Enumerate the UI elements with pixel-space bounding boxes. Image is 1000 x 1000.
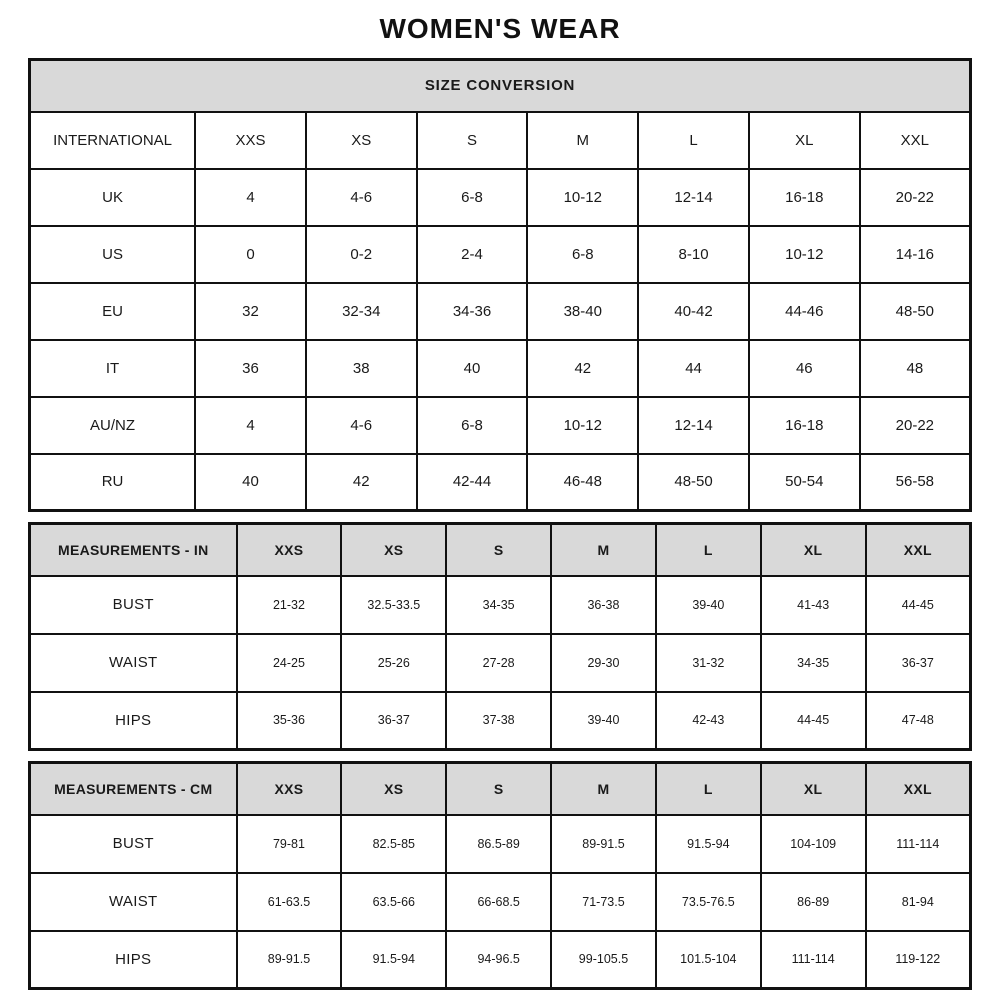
table-row-ru (30, 454, 971, 511)
row-label: BUST (30, 576, 237, 634)
column-header: XS (306, 112, 417, 169)
cell: 73.5-76.5 (656, 873, 761, 931)
row-label: RU (30, 454, 196, 511)
cell: 91.5-94 (656, 815, 761, 873)
spacer (0, 512, 1000, 522)
cell: 61-63.5 (237, 873, 342, 931)
cell: 20-22 (860, 397, 971, 454)
cell: 27-28 (446, 634, 551, 692)
table-row-bust-in (30, 576, 971, 634)
cell: 82.5-85 (341, 815, 446, 873)
cell: 2-4 (417, 226, 528, 283)
cell: 86.5-89 (446, 815, 551, 873)
cell: 10-12 (527, 169, 638, 226)
cell: 6-8 (417, 169, 528, 226)
spacer (0, 751, 1000, 761)
cell: 42 (306, 454, 417, 511)
column-header: XXS (237, 524, 342, 576)
row-label: IT (30, 340, 196, 397)
cell: 34-36 (417, 283, 528, 340)
cell: 44-45 (866, 576, 971, 634)
cell: 94-96.5 (446, 931, 551, 989)
cell: 0-2 (306, 226, 417, 283)
cell: 119-122 (866, 931, 971, 989)
cell: 48-50 (638, 454, 749, 511)
cell: 50-54 (749, 454, 860, 511)
table-title: MEASUREMENTS - IN (30, 524, 237, 576)
column-header: S (446, 763, 551, 815)
cell: 4 (195, 397, 306, 454)
column-header: XXS (237, 763, 342, 815)
cell: 12-14 (638, 169, 749, 226)
table-row-it (30, 340, 971, 397)
cell: 111-114 (866, 815, 971, 873)
cell: 44-46 (749, 283, 860, 340)
size-conversion-banner: SIZE CONVERSION (30, 60, 971, 112)
cell: 34-35 (761, 634, 866, 692)
cell: 46-48 (527, 454, 638, 511)
measurements-cm-table (28, 761, 972, 990)
cell: 4-6 (306, 397, 417, 454)
row-label: BUST (30, 815, 237, 873)
column-header: XXL (860, 112, 971, 169)
column-header: XXS (195, 112, 306, 169)
column-header: XXL (866, 763, 971, 815)
cell: 86-89 (761, 873, 866, 931)
cell: 44 (638, 340, 749, 397)
column-header: L (656, 524, 761, 576)
cell: 10-12 (527, 397, 638, 454)
column-header: XL (761, 524, 866, 576)
row-label: WAIST (30, 873, 237, 931)
cell: 0 (195, 226, 306, 283)
cell: 10-12 (749, 226, 860, 283)
cell: 6-8 (527, 226, 638, 283)
cell: 47-48 (866, 692, 971, 750)
cell: 4 (195, 169, 306, 226)
cell: 81-94 (866, 873, 971, 931)
cell: 89-91.5 (237, 931, 342, 989)
table-row-eu (30, 283, 971, 340)
cell: 42-43 (656, 692, 761, 750)
table-row-waist-in (30, 634, 971, 692)
cell: 8-10 (638, 226, 749, 283)
table-banner-row (30, 60, 971, 112)
cell: 79-81 (237, 815, 342, 873)
measurements-in-table (28, 522, 972, 751)
cell: 36 (195, 340, 306, 397)
column-header: M (551, 763, 656, 815)
cell: 66-68.5 (446, 873, 551, 931)
cell: 16-18 (749, 397, 860, 454)
column-header: INTERNATIONAL (30, 112, 196, 169)
cell: 40 (195, 454, 306, 511)
column-header: XXL (866, 524, 971, 576)
cell: 36-38 (551, 576, 656, 634)
cell: 16-18 (749, 169, 860, 226)
table-row-uk (30, 169, 971, 226)
cell: 41-43 (761, 576, 866, 634)
cell: 91.5-94 (341, 931, 446, 989)
cell: 12-14 (638, 397, 749, 454)
cell: 14-16 (860, 226, 971, 283)
column-header: XS (341, 763, 446, 815)
cell: 37-38 (446, 692, 551, 750)
row-label: AU/NZ (30, 397, 196, 454)
cell: 20-22 (860, 169, 971, 226)
cell: 32.5-33.5 (341, 576, 446, 634)
cell: 71-73.5 (551, 873, 656, 931)
cell: 40 (417, 340, 528, 397)
cell: 104-109 (761, 815, 866, 873)
cell: 101.5-104 (656, 931, 761, 989)
table-row-waist-cm (30, 873, 971, 931)
cell: 46 (749, 340, 860, 397)
cell: 32 (195, 283, 306, 340)
cell: 39-40 (551, 692, 656, 750)
column-header-row (30, 763, 971, 815)
table-row-bust-cm (30, 815, 971, 873)
cell: 32-34 (306, 283, 417, 340)
column-header: XS (341, 524, 446, 576)
cell: 36-37 (866, 634, 971, 692)
row-label: WAIST (30, 634, 237, 692)
cell: 99-105.5 (551, 931, 656, 989)
cell: 6-8 (417, 397, 528, 454)
cell: 21-32 (237, 576, 342, 634)
cell: 63.5-66 (341, 873, 446, 931)
column-header: S (446, 524, 551, 576)
cell: 48 (860, 340, 971, 397)
column-header: L (656, 763, 761, 815)
cell: 48-50 (860, 283, 971, 340)
cell: 35-36 (237, 692, 342, 750)
size-conversion-table (28, 58, 972, 512)
cell: 24-25 (237, 634, 342, 692)
table-row-us (30, 226, 971, 283)
cell: 39-40 (656, 576, 761, 634)
page-title: WOMEN'S WEAR (379, 13, 621, 44)
table-row-hips-in (30, 692, 971, 750)
cell: 38 (306, 340, 417, 397)
column-header-row (30, 112, 971, 169)
cell: 89-91.5 (551, 815, 656, 873)
table-title: MEASUREMENTS - CM (30, 763, 237, 815)
row-label: HIPS (30, 692, 237, 750)
column-header: XL (761, 763, 866, 815)
cell: 34-35 (446, 576, 551, 634)
table-row-aunz (30, 397, 971, 454)
table-row-hips-cm (30, 931, 971, 989)
cell: 40-42 (638, 283, 749, 340)
cell: 42-44 (417, 454, 528, 511)
column-header: M (527, 112, 638, 169)
cell: 38-40 (527, 283, 638, 340)
cell: 4-6 (306, 169, 417, 226)
cell: 25-26 (341, 634, 446, 692)
column-header: L (638, 112, 749, 169)
row-label: EU (30, 283, 196, 340)
cell: 111-114 (761, 931, 866, 989)
column-header: S (417, 112, 528, 169)
row-label: UK (30, 169, 196, 226)
cell: 29-30 (551, 634, 656, 692)
row-label: HIPS (30, 931, 237, 989)
cell: 42 (527, 340, 638, 397)
cell: 36-37 (341, 692, 446, 750)
column-header: M (551, 524, 656, 576)
column-header-row (30, 524, 971, 576)
cell: 44-45 (761, 692, 866, 750)
row-label: US (30, 226, 196, 283)
column-header: XL (749, 112, 860, 169)
cell: 31-32 (656, 634, 761, 692)
cell: 56-58 (860, 454, 971, 511)
